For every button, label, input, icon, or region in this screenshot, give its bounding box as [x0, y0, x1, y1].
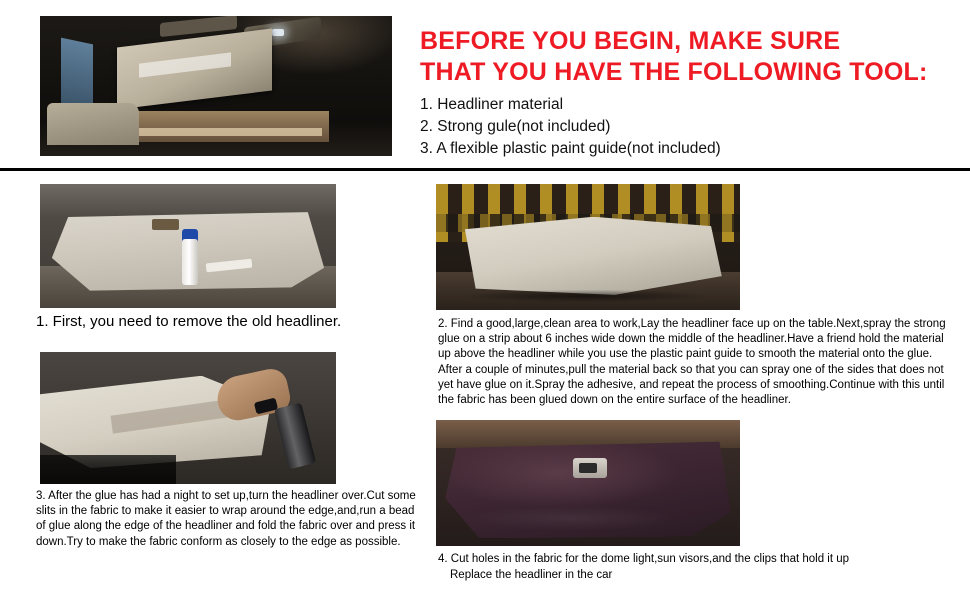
step-4-caption-line-1: 4. Cut holes in the fabric for the dome light,sun visors,and the clips that hold it up: [438, 553, 850, 565]
step-3-caption: 3. After the glue has had a night to set up,turn the headliner over.Cut some slits in the fabric to make it easier to wrap around the edge,and,run a bead of glue along the edge of the headliner and fold the fabric over and press it down.Try to make the fabric conform as closely to the edge as possible.: [36, 490, 416, 548]
car-interior-photo: [40, 16, 392, 156]
fabric-sheen-shape: [466, 506, 679, 531]
step-4-caption: [438, 551, 946, 583]
tool-list-item: 1. Headliner material: [420, 96, 564, 113]
windshield-shape: [124, 111, 328, 142]
dome-light-shape: [272, 29, 284, 36]
headline-line-2: THAT YOU HAVE THE FOLLOWING TOOL:: [420, 58, 928, 86]
finished-headliner-photo: [436, 420, 740, 546]
headliner-on-table-photo: [40, 184, 336, 308]
headliner-face-up-photo: [436, 184, 740, 310]
tool-list-item: 2. Strong gule(not included): [420, 118, 611, 135]
tool-list-item: 3. A flexible plastic paint guide(not included): [420, 140, 721, 157]
step-2-caption: 2. Find a good,large,clean area to work,Lay the headliner face up on the table.Next,spray the strong glue on a strip about 6 inches wide down the middle of the headliner.Have a friend hold the material up above the headliner while you use the plastic paint guide to smooth the material onto the glue. After a couple of minutes,pull the material back so that you can spray one of the sides that does not yet have glue on it.Spray the adhesive, and repeat the process of smoothing.Continue with this until the fabric has been glued down on the entire surface of the headliner.: [438, 318, 946, 407]
horizontal-divider: [0, 168, 970, 171]
headline-line-1: BEFORE YOU BEGIN, MAKE SURE: [420, 27, 841, 55]
windshield-highlight-shape: [132, 128, 322, 136]
shadow-area-shape: [40, 455, 176, 484]
spraying-adhesive-photo: [40, 352, 336, 484]
wall-shape: [40, 184, 336, 216]
dome-light-hole-shape: [579, 463, 597, 473]
headline-block: [420, 26, 960, 160]
glue-bottle-shape: [182, 239, 198, 285]
door-pillar-shape: [61, 38, 93, 112]
step-1-caption: 1. First, you need to remove the old headliner.: [36, 313, 342, 330]
panel-shadow-shape: [466, 290, 703, 303]
seat-shape: [47, 103, 139, 145]
top-section: [0, 0, 970, 168]
dome-light-hole-shape: [152, 219, 179, 230]
step-4-caption-line-2: Replace the headliner in the car: [450, 569, 613, 581]
tool-list: [420, 94, 960, 160]
